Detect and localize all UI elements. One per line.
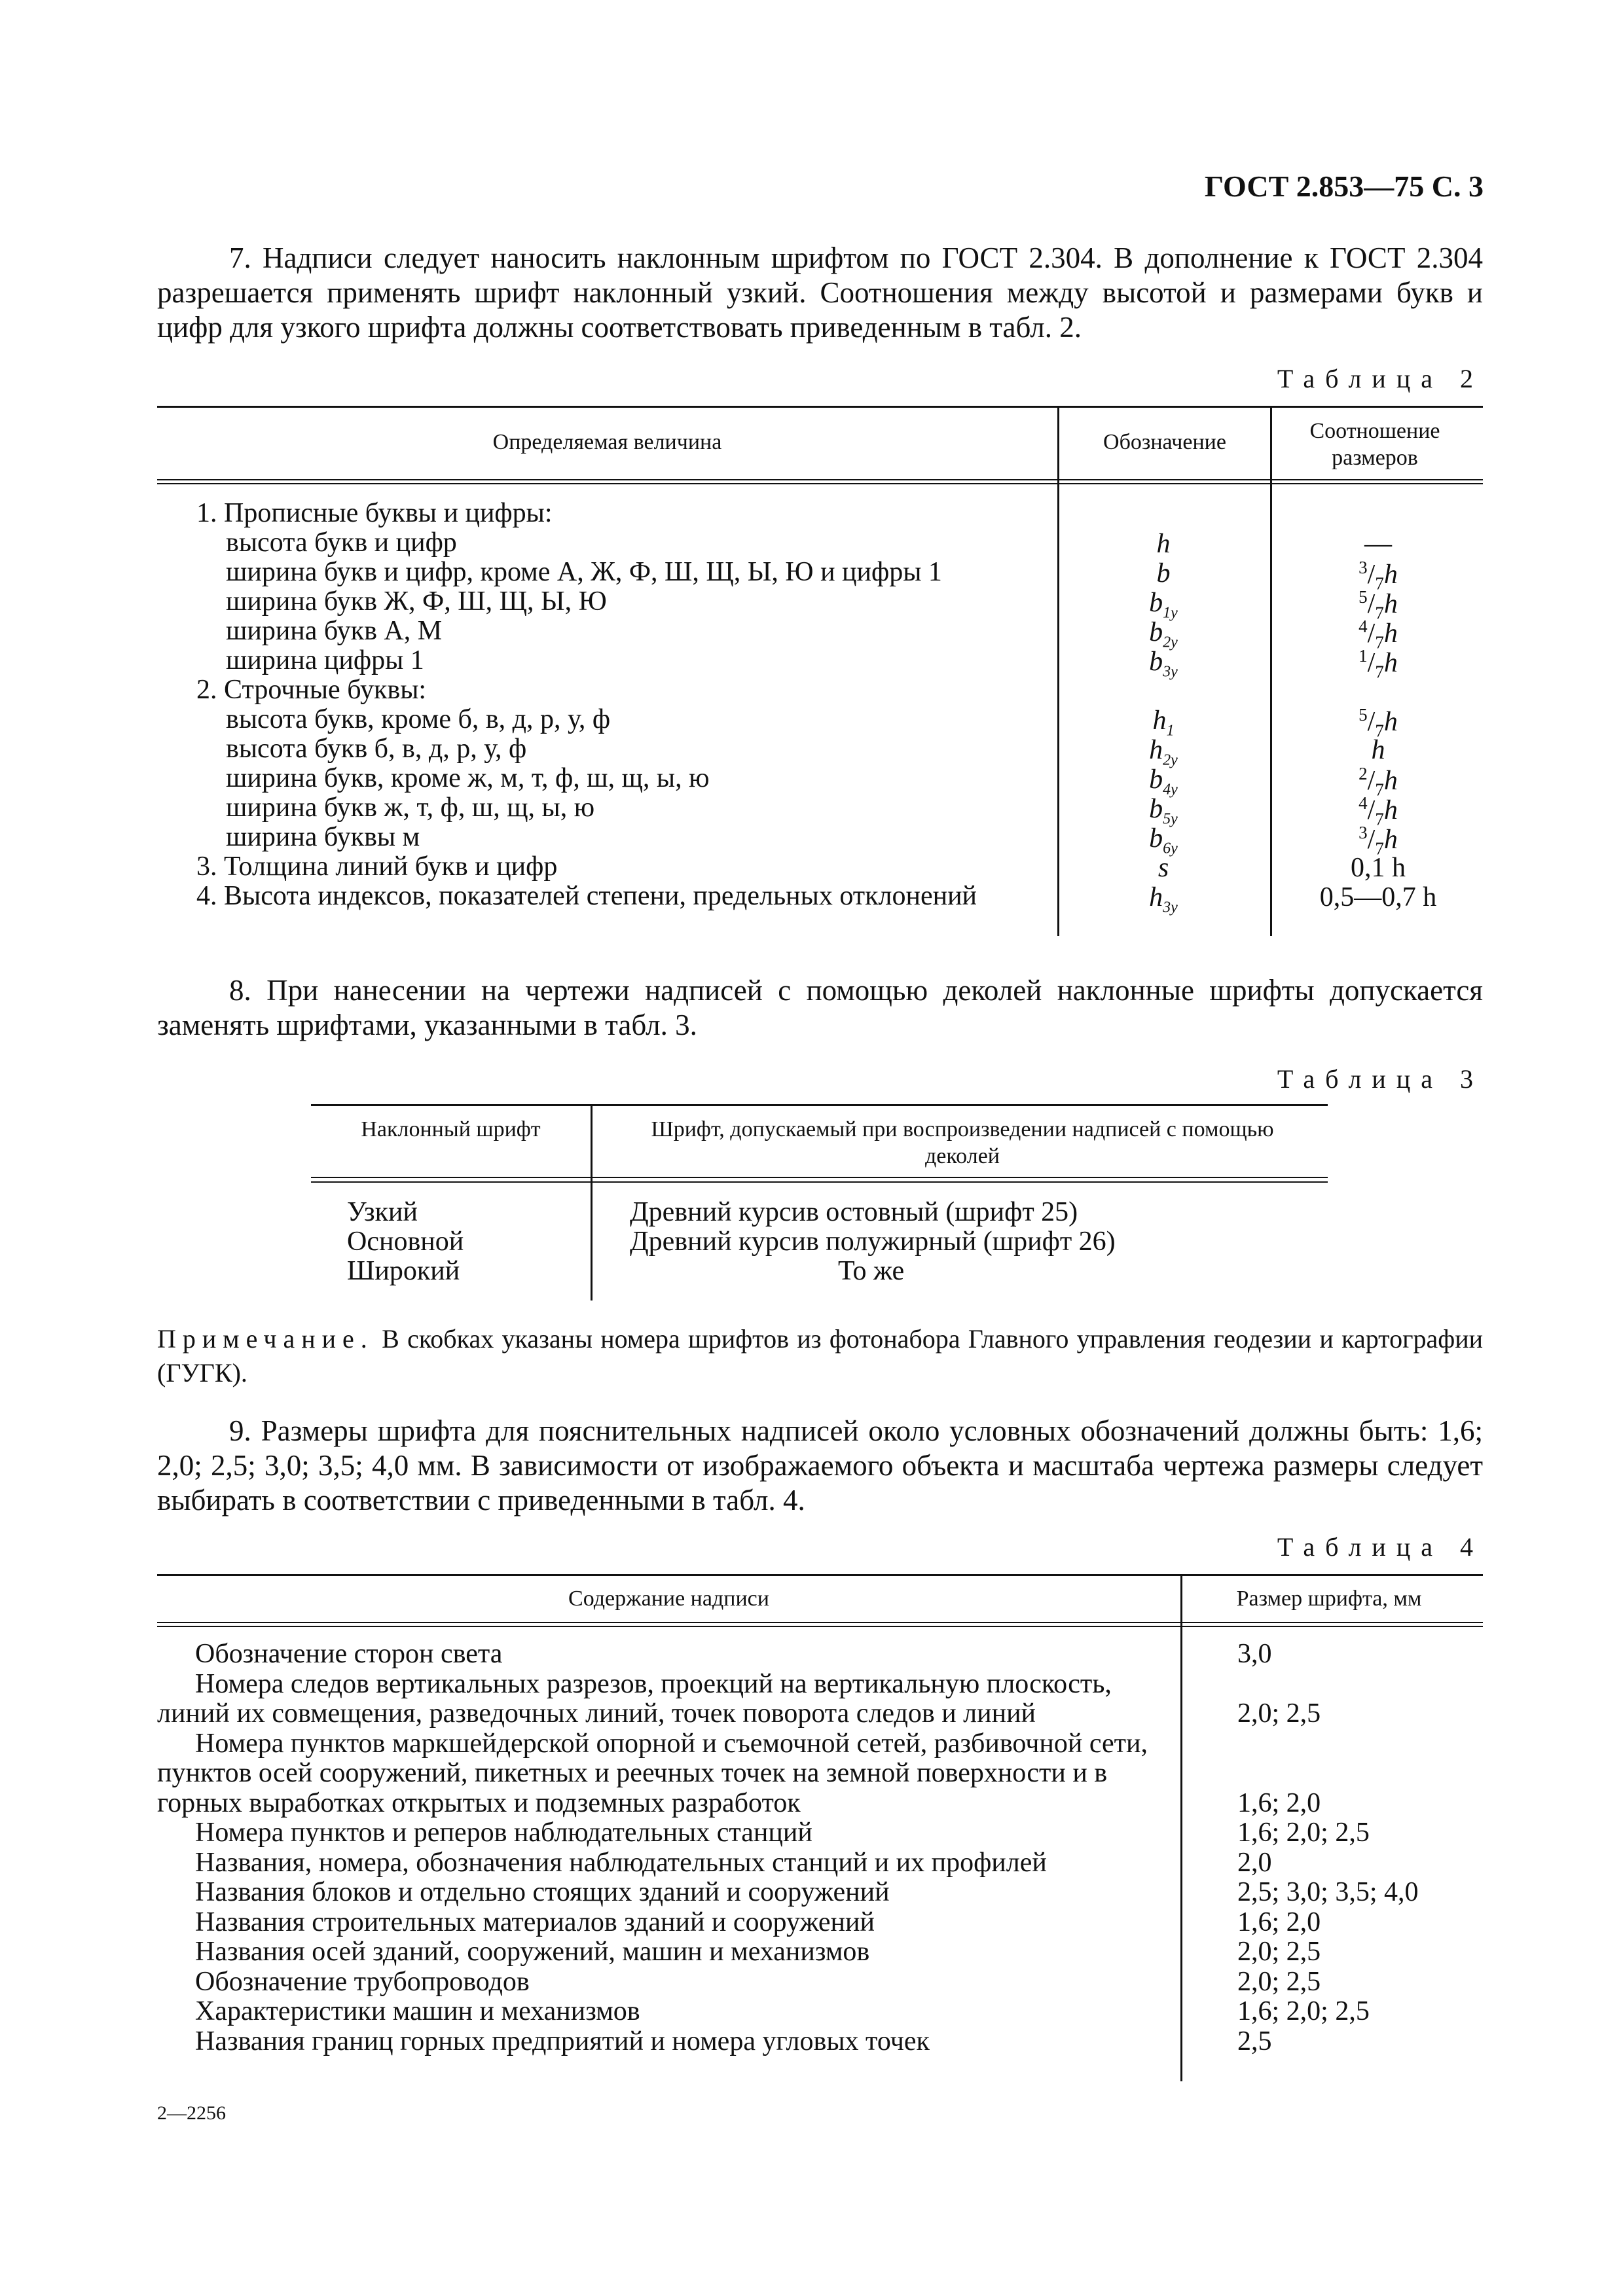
ratio-numerator: 3 [1359,558,1368,577]
table-3-row-allowed: Древний курсив полужирный (шрифт 26) [630,1227,1116,1257]
ratio-variable: h [1383,560,1398,590]
paragraph-8: 8. При нанесении на чертежи надписей с помощью деколей наклонные шрифты допускается заменять шрифтами, указанными в табл. 3. [157,974,1483,1041]
table-4-row-text: Номера пунктов и реперов наблюдательных станций [195,1818,812,1848]
ratio-numerator: 4 [1359,617,1368,636]
symbol-letter: b [1149,764,1163,795]
table-2-row-ratio: 0,1 h [1351,853,1406,883]
table-4-row-text: Обозначение сторон света [195,1639,503,1669]
table-4-col-divider [1180,1574,1182,2081]
ratio-numerator: 3 [1359,823,1368,842]
symbol-letter: h [1149,882,1163,912]
table-4-row-text: Названия, номера, обозначения наблюдательных станций и их профилей [195,1847,1047,1878]
table-2-row-label: ширина цифры 1 [226,645,424,675]
symbol-subscript: 6у [1163,840,1178,857]
ratio-slash: / [1367,766,1376,796]
table-4-row-text: Характеристики машин и механизмов [195,1996,640,2026]
table-2-header-ratio: Соотношение размеров [1309,419,1440,470]
table-2-row-label: ширина букв, кроме ж, м, т, ф, ш, щ, ы, ю [226,763,710,793]
table-3-top-rule [311,1104,1328,1106]
table-2-header-quantity: Определяемая величина [492,430,722,454]
symbol-subscript: 3у [1163,899,1178,916]
table-4-row-size: 1,6; 2,0 [1237,1907,1321,1937]
ratio-denominator: 7 [1375,573,1384,594]
symbol-letter: s [1158,853,1169,883]
table-2-row-label: высота букв и цифр [226,528,457,558]
table-3-row-font: Широкий [347,1256,460,1286]
note-label: Примечание. [157,1324,374,1354]
symbol-letter: b [1149,823,1163,853]
table-2-row-label: ширина букв Ж, Ф, Ш, Щ, Ы, Ю [226,586,607,617]
paragraph-9: 9. Размеры шрифта для пояснительных надписей около условных обозначений должны быть: 1,6; 2,0; 2,5; 3,0; 3,5; 4,0 мм. В зависимости от изображаемого объекта и масштаба чертежа размеры следует выбирать в соответствии с приведенными в табл. 4. [157,1414,1483,1516]
table-3-row-font: Основной [347,1227,464,1257]
symbol-letter: b [1156,558,1171,588]
table-3-header-allowed: Шрифт, допускаемый при воспроизведении надписей с помощью деколей [651,1117,1274,1168]
table-2-row-label: 2. Строчные буквы: [196,675,427,705]
symbol-subscript: 2у [1163,634,1178,651]
table-4-row-size: 2,0 [1237,1847,1272,1878]
table-3-header-rule-2 [311,1181,1328,1183]
symbol-letter: b [1149,647,1163,677]
ratio-denominator: 7 [1375,780,1384,800]
table-2-row-label: ширина букв А, М [226,616,443,646]
table-3-header-font: Наклонный шрифт [361,1117,541,1141]
ratio-numerator: 4 [1359,793,1368,813]
symbol-subscript: 2у [1163,751,1178,769]
ratio-slash: / [1367,795,1376,825]
ratio-variable: h [1383,825,1398,855]
table-2-row-label: высота букв, кроме б, в, д, р, у, ф [226,704,611,734]
ratio-denominator: 7 [1375,603,1384,623]
symbol-subscript: 1у [1163,604,1178,622]
table-3-caption: Таблица 3 [1277,1064,1484,1094]
symbol-letter: b [1149,794,1163,824]
table-4-header-content: Содержание надписи [568,1587,769,1611]
table-4-row-text: Обозначение трубопроводов [195,1966,530,1997]
ratio-variable: h [1383,589,1398,619]
table-2-row-label: ширина букв и цифр, кроме А, Ж, Ф, Ш, Щ, Ы, Ю и цифры 1 [226,557,942,587]
table-2-row-label: высота букв б, в, д, р, у, ф [226,734,527,764]
table-2-row-ratio [1313,646,1444,682]
symbol-subscript: 3у [1163,663,1178,681]
ratio-denominator: 7 [1375,632,1384,653]
symbol-letter: h [1149,735,1163,765]
table-2-row-symbol [1098,528,1229,560]
ratio-slash: / [1367,560,1376,590]
ratio-slash: / [1367,619,1376,649]
ratio-variable: h [1383,648,1398,678]
table-4-row-text: Названия строительных материалов зданий и сооружений [195,1907,875,1937]
table-3-row-font: Узкий [347,1197,418,1227]
table-2-header-rule-2 [157,483,1483,484]
table-4-row-size: 2,5 [1237,2026,1272,2056]
table-4-row-size: 3,0 [1237,1639,1272,1669]
table-3-col-divider [591,1104,593,1300]
table-4-row-text: горных выработках открытых и подземных разработок [157,1787,801,1818]
table-2-top-rule [157,406,1483,408]
table-2-row-label: ширина буквы м [226,822,420,852]
table-2-col-divider [1270,406,1272,936]
ratio-numerator: 1 [1359,646,1368,666]
table-2-row-ratio: 0,5—0,7 h [1319,882,1437,912]
table-4-row-text: Названия блоков и отдельно стоящих зданий и сооружений [195,1877,890,1907]
table-4-top-rule [157,1574,1483,1576]
table-4-row-text: Номера пунктов маркшейдерской опорной и съемочной сетей, разбивочной сети, [195,1728,1148,1759]
table-2-col-divider [1057,406,1059,936]
table-4-caption: Таблица 4 [1277,1532,1484,1562]
table-2-row-label: ширина букв ж, т, ф, ш, щ, ы, ю [226,793,595,823]
table-3-row-allowed: Древний курсив остовный (шрифт 25) [630,1197,1078,1227]
table-2-header-symbol: Обозначение [1103,430,1226,454]
table-4-row-size: 2,5; 3,0; 3,5; 4,0 [1237,1877,1419,1907]
symbol-letter: b [1149,588,1163,618]
table-2-row-label: 3. Толщина линий букв и цифр [196,852,558,882]
table-4-row-size: 2,0; 2,5 [1237,1966,1321,1997]
table-4-header-rule-2 [157,1626,1483,1627]
table-2-row-symbol [1098,852,1229,884]
symbol-subscript: 1 [1166,722,1175,740]
table-2-caption: Таблица 2 [1277,364,1484,393]
table-2-row-label: 1. Прописные буквы и цифры: [196,498,553,528]
ratio-variable: h [1383,619,1398,649]
symbol-letter: h [1156,529,1171,559]
ratio-slash: / [1367,707,1376,737]
table-3-row-allowed: То же [838,1256,905,1286]
ratio-variable: h [1383,707,1398,737]
paragraph-7: 7. Надписи следует наносить наклонным шрифтом по ГОСТ 2.304. В дополнение к ГОСТ 2.304 разрешается применять шрифт наклонный узкий. Соотношения между высотой и размерами букв и цифр для узкого шрифта должны соответствовать приведенным в табл. 2. [157,242,1483,344]
ratio-variable: h [1383,766,1398,796]
ratio-variable: h [1383,795,1398,825]
table-4-row-text: Названия границ горных предприятий и номера угловых точек [195,2026,930,2056]
table-2-row-symbol [1098,882,1229,916]
table-4-header-rule [157,1622,1483,1623]
ratio-slash: / [1367,648,1376,678]
table-4-row-text: линий их совмещения, разведочных линий, точек поворота следов и линий [157,1698,1036,1729]
table-4-row-size: 2,0; 2,5 [1237,1937,1321,1967]
symbol-letter: b [1149,617,1163,647]
table-2-header-rule [157,479,1483,480]
table-3-header-rule [311,1177,1328,1178]
table-4-row-text: Названия осей зданий, сооружений, машин и механизмов [195,1937,870,1967]
table-4-row-size: 1,6; 2,0; 2,5 [1237,1996,1370,2026]
table-4-row-size: 1,6; 2,0; 2,5 [1237,1818,1370,1848]
ratio-denominator: 7 [1375,838,1384,859]
ratio-denominator: 7 [1375,809,1384,829]
symbol-letter: h [1152,706,1167,736]
table-2-row-symbol [1098,558,1229,589]
table-3-note [157,1322,1483,1390]
note-text: В скобках указаны номера шрифтов из фотонабора Главного управления геодезии и картографии (ГУГК). [157,1324,1484,1388]
ratio-slash: / [1367,825,1376,855]
table-4-row-size: 2,0; 2,5 [1237,1698,1321,1729]
ratio-numerator: 5 [1359,587,1368,607]
ratio-numerator: 5 [1359,705,1368,725]
table-4-row-size: 1,6; 2,0 [1237,1787,1321,1818]
table-2-row-symbol [1098,646,1229,681]
page-header: ГОСТ 2.853—75 С. 3 [1204,170,1484,203]
table-2-row-ratio: — [1364,529,1392,559]
table-2-row-ratio: h [1371,735,1385,765]
ratio-numerator: 2 [1359,764,1368,783]
page-footer-code: 2—2256 [157,2102,226,2124]
symbol-subscript: 5у [1163,810,1178,828]
table-4-row-text: пунктов осей сооружений, пикетных и реечных точек на земной поверхности и в [157,1758,1108,1788]
ratio-slash: / [1367,589,1376,619]
symbol-subscript: 4у [1163,781,1178,798]
table-2-row-label: 4. Высота индексов, показателей степени, предельных отклонений [196,881,977,911]
ratio-denominator: 7 [1375,721,1384,741]
table-4-header-size: Размер шрифта, мм [1236,1587,1422,1611]
ratio-denominator: 7 [1375,662,1384,682]
table-4-row-text: Номера следов вертикальных разрезов, проекций на вертикальную плоскость, [195,1668,1112,1699]
